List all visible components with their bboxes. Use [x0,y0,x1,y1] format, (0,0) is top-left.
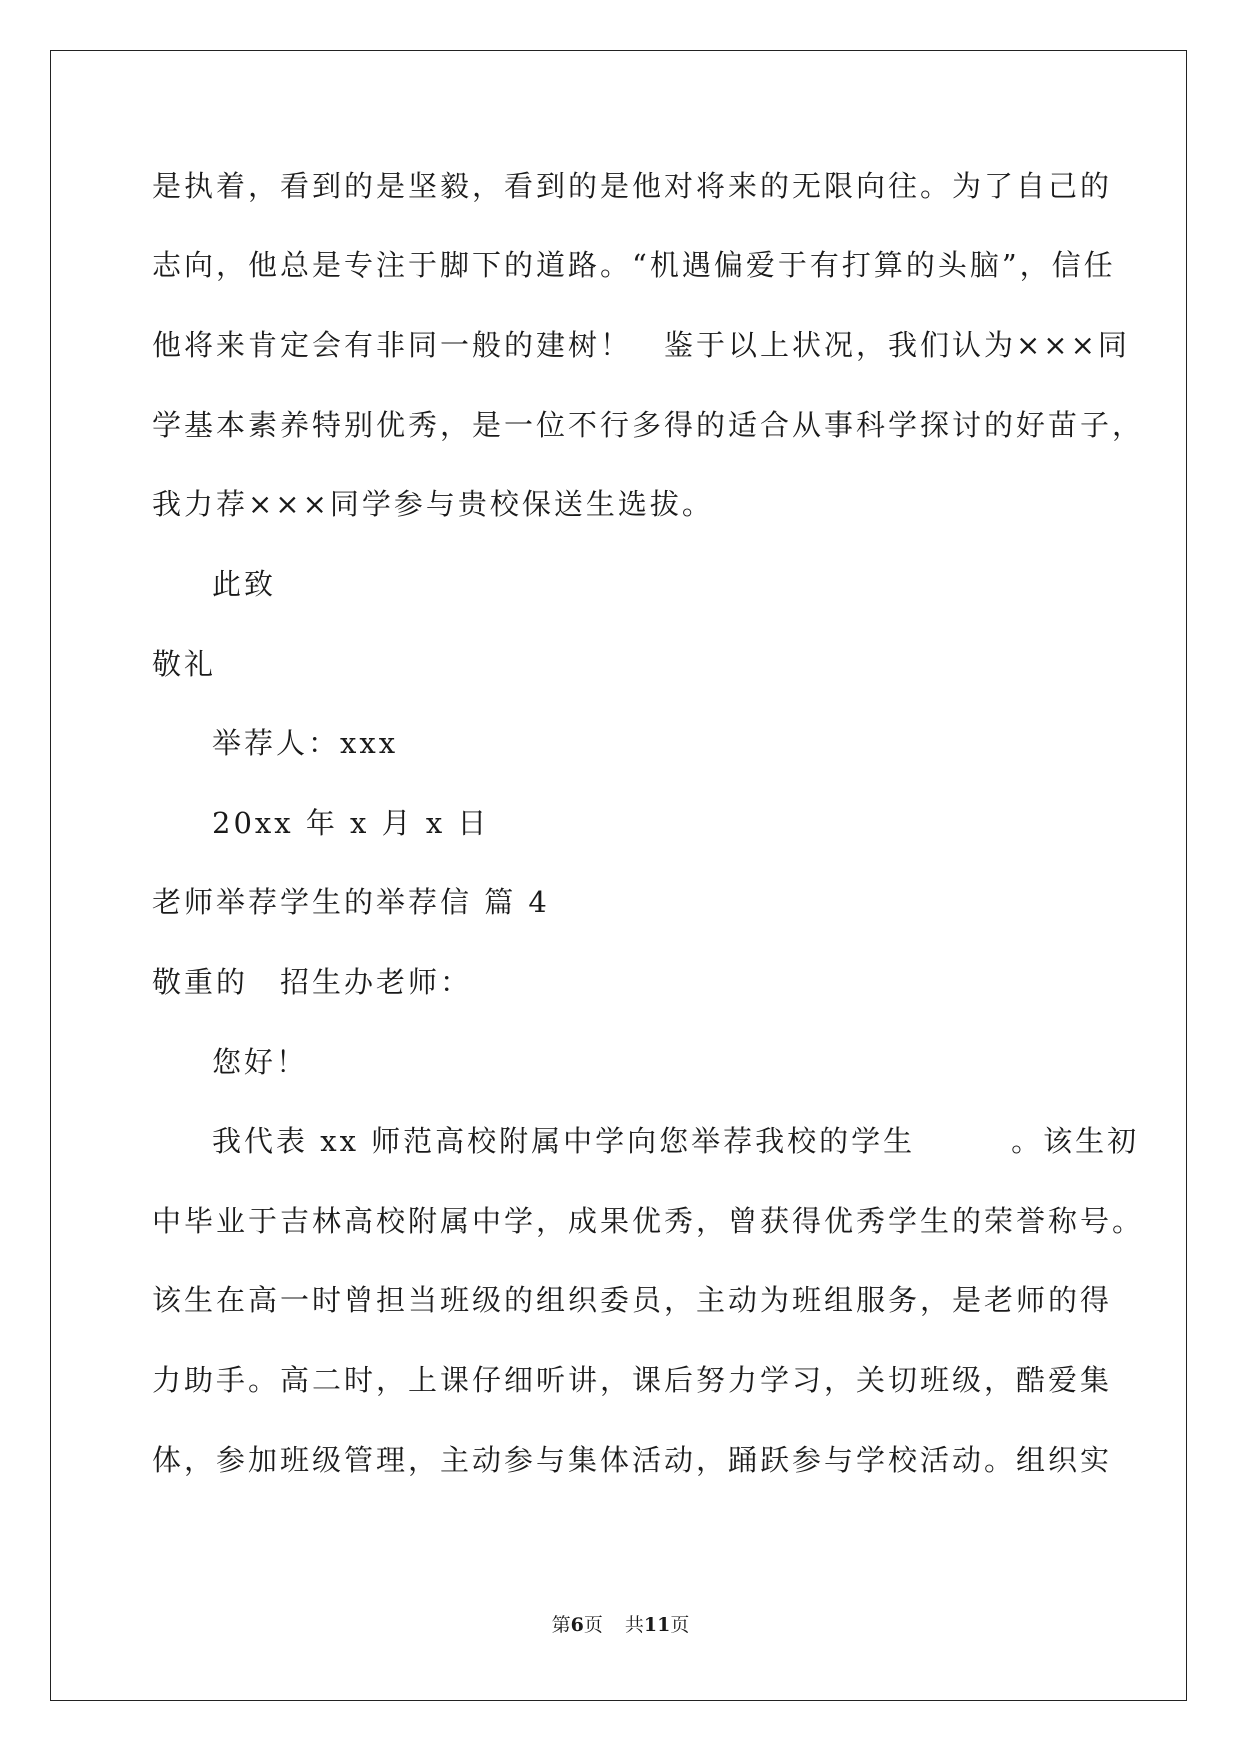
date-line: 20xx 年 x 月 x 日 [212,806,490,840]
footer-page-current: 6 [570,1614,584,1636]
body-line-5: 我力荐×××同学参与贵校保送生选拔。 [152,487,714,521]
salute-line: 敬礼 [152,647,217,681]
footer-page-total: 11 [643,1614,671,1636]
body-line-2: 志向，他总是专注于脚下的道路。“机遇偏爱于有打算的头脑”，信任 [152,248,1116,282]
paragraph-line-3: 该生在高一时曾担当班级的组织委员，主动为班组服务，是老师的得 [152,1283,1113,1317]
footer-page-mid: 页 [583,1614,603,1636]
recommender-line: 举荐人：xxx [212,726,399,760]
body-line-4: 学基本素养特别优秀，是一位不行多得的适合从事科学探讨的好苗子， [152,408,1145,442]
page-footer [0,1612,1241,1638]
body-line-1: 是执着，看到的是坚毅，看到的是他对将来的无限向往。为了自己的 [152,169,1113,203]
footer-page-prefix: 第 [551,1614,571,1636]
paragraph-line-5: 体，参加班级管理，主动参与集体活动，踊跃参与学校活动。组织实 [152,1443,1113,1477]
body-line-3: 他将来肯定会有非同一般的建树！ 鉴于以上状况，我们认为×××同 [152,328,1130,362]
greeting-line: 您好！ [212,1045,309,1079]
paragraph-line-2: 中毕业于吉林高校附属中学，成果优秀，曾获得优秀学生的荣誉称号。 [152,1204,1145,1238]
paragraph-line-4: 力助手。高二时，上课仔细听讲，课后努力学习，关切班级，酷爱集 [152,1363,1113,1397]
section-title: 老师举荐学生的举荐信 篇 4 [152,885,550,919]
closing-line: 此致 [212,567,277,601]
paragraph-line-1: 我代表 xx 师范高校附属中学向您举荐我校的学生 。该生初 [212,1124,1140,1158]
footer-total-suffix: 页 [670,1614,690,1636]
greeting-addressee: 敬重的 招生办老师： [152,965,473,999]
footer-total-prefix: 共 [624,1614,644,1636]
